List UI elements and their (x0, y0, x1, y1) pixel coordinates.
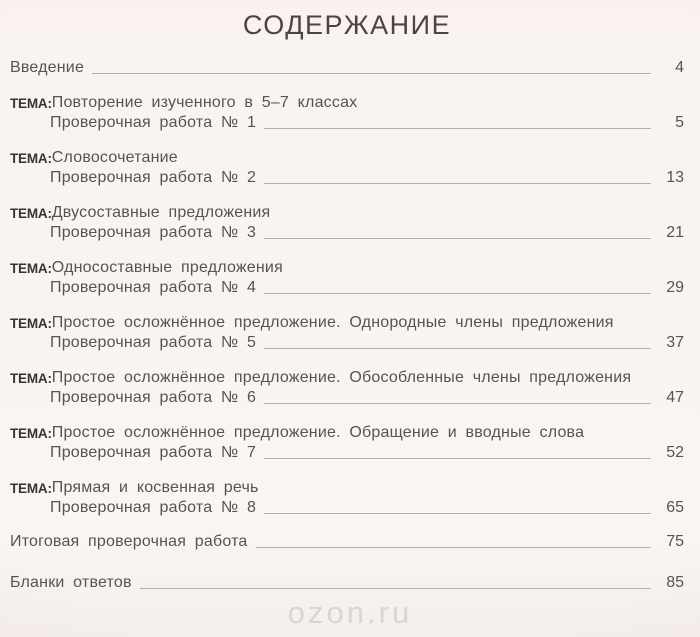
toc-theme-entry (10, 94, 684, 132)
toc-theme-entry (10, 479, 684, 517)
toc-entry-page: 75 (666, 533, 684, 550)
theme-prefix-label: ТЕМА: (10, 206, 52, 221)
theme-title: Словосочетание (51, 149, 178, 166)
toc-entry-label: Итоговая проверочная работа (10, 533, 248, 550)
leader-line (264, 403, 651, 404)
toc-entry-page: 47 (666, 389, 684, 406)
leader-line (264, 293, 651, 294)
leader-line (264, 183, 651, 184)
toc-entry-page: 4 (675, 59, 684, 76)
leader-line (264, 513, 651, 514)
theme-subtitle-row (10, 334, 684, 352)
leader-line (264, 458, 651, 459)
toc-entry-label: Введение (10, 59, 85, 76)
theme-subtitle: Проверочная работа № 8 (50, 499, 257, 516)
theme-subtitle: Проверочная работа № 5 (50, 334, 257, 351)
theme-subtitle: Проверочная работа № 3 (50, 224, 257, 241)
theme-prefix-label: ТЕМА: (10, 371, 52, 386)
theme-subtitle-row (10, 499, 684, 517)
toc-entry-page: 52 (666, 444, 684, 461)
toc-theme-entry (10, 259, 684, 297)
page-title: СОДЕРЖАНИЕ (242, 10, 452, 40)
theme-title: Простое осложнённое предложение. Однородные члены предложения (51, 314, 614, 331)
theme-prefix-label: ТЕМА: (10, 96, 52, 111)
toc-entry-page: 21 (666, 224, 684, 241)
theme-prefix-label: ТЕМА: (10, 316, 52, 331)
theme-subtitle: Проверочная работа № 7 (50, 444, 257, 461)
theme-title: Двусоставные предложения (51, 204, 271, 221)
leader-line (264, 238, 651, 239)
toc-theme-entry (10, 204, 684, 242)
toc-list (10, 59, 684, 592)
toc-entry-page: 65 (666, 499, 684, 516)
theme-title: Повторение изученного в 5–7 классах (51, 94, 358, 111)
theme-title-row (10, 314, 684, 332)
leader-line (140, 588, 651, 589)
theme-title-row (10, 369, 684, 387)
theme-title-row (10, 479, 684, 497)
theme-title: Простое осложнённое предложение. Обособленные члены предложения (51, 369, 632, 386)
toc-entry-page: 5 (675, 114, 684, 131)
leader-line (264, 128, 651, 129)
toc-theme-entry (10, 314, 684, 352)
toc-entry (10, 574, 684, 592)
theme-subtitle-row (10, 224, 684, 242)
theme-subtitle: Проверочная работа № 4 (50, 279, 257, 296)
theme-title-row (10, 94, 684, 112)
theme-subtitle-row (10, 389, 684, 407)
theme-title-row (10, 204, 684, 222)
theme-title-row (10, 259, 684, 277)
theme-subtitle-row (10, 169, 684, 187)
theme-subtitle: Проверочная работа № 6 (50, 389, 257, 406)
theme-prefix-label: ТЕМА: (10, 261, 52, 276)
leader-line (264, 348, 651, 349)
toc-entry-label: Бланки ответов (10, 574, 132, 591)
theme-title-row (10, 149, 684, 167)
toc-entry (10, 533, 684, 551)
theme-prefix-label: ТЕМА: (10, 426, 52, 441)
theme-title: Простое осложнённое предложение. Обращение и вводные слова (51, 424, 585, 441)
theme-prefix-label: ТЕМА: (10, 481, 52, 496)
theme-title-row (10, 424, 684, 442)
theme-prefix-label: ТЕМА: (10, 151, 52, 166)
toc-theme-entry (10, 424, 684, 462)
leader-line (256, 547, 651, 548)
theme-title: Прямая и косвенная речь (51, 479, 259, 496)
ozon-watermark: ozon.ru (287, 595, 413, 630)
toc-entry-page: 85 (666, 574, 684, 591)
toc-entry-page: 37 (666, 334, 684, 351)
toc-entry-page: 13 (666, 169, 684, 186)
theme-subtitle-row (10, 444, 684, 462)
toc-theme-entry (10, 149, 684, 187)
theme-subtitle-row (10, 279, 684, 297)
theme-subtitle-row (10, 114, 684, 132)
toc-entry (10, 59, 684, 77)
leader-line (92, 73, 651, 74)
theme-subtitle: Проверочная работа № 2 (50, 169, 257, 186)
theme-title: Односоставные предложения (51, 259, 283, 276)
toc-entry-page: 29 (666, 279, 684, 296)
toc-theme-entry (10, 369, 684, 407)
theme-subtitle: Проверочная работа № 1 (50, 114, 257, 131)
